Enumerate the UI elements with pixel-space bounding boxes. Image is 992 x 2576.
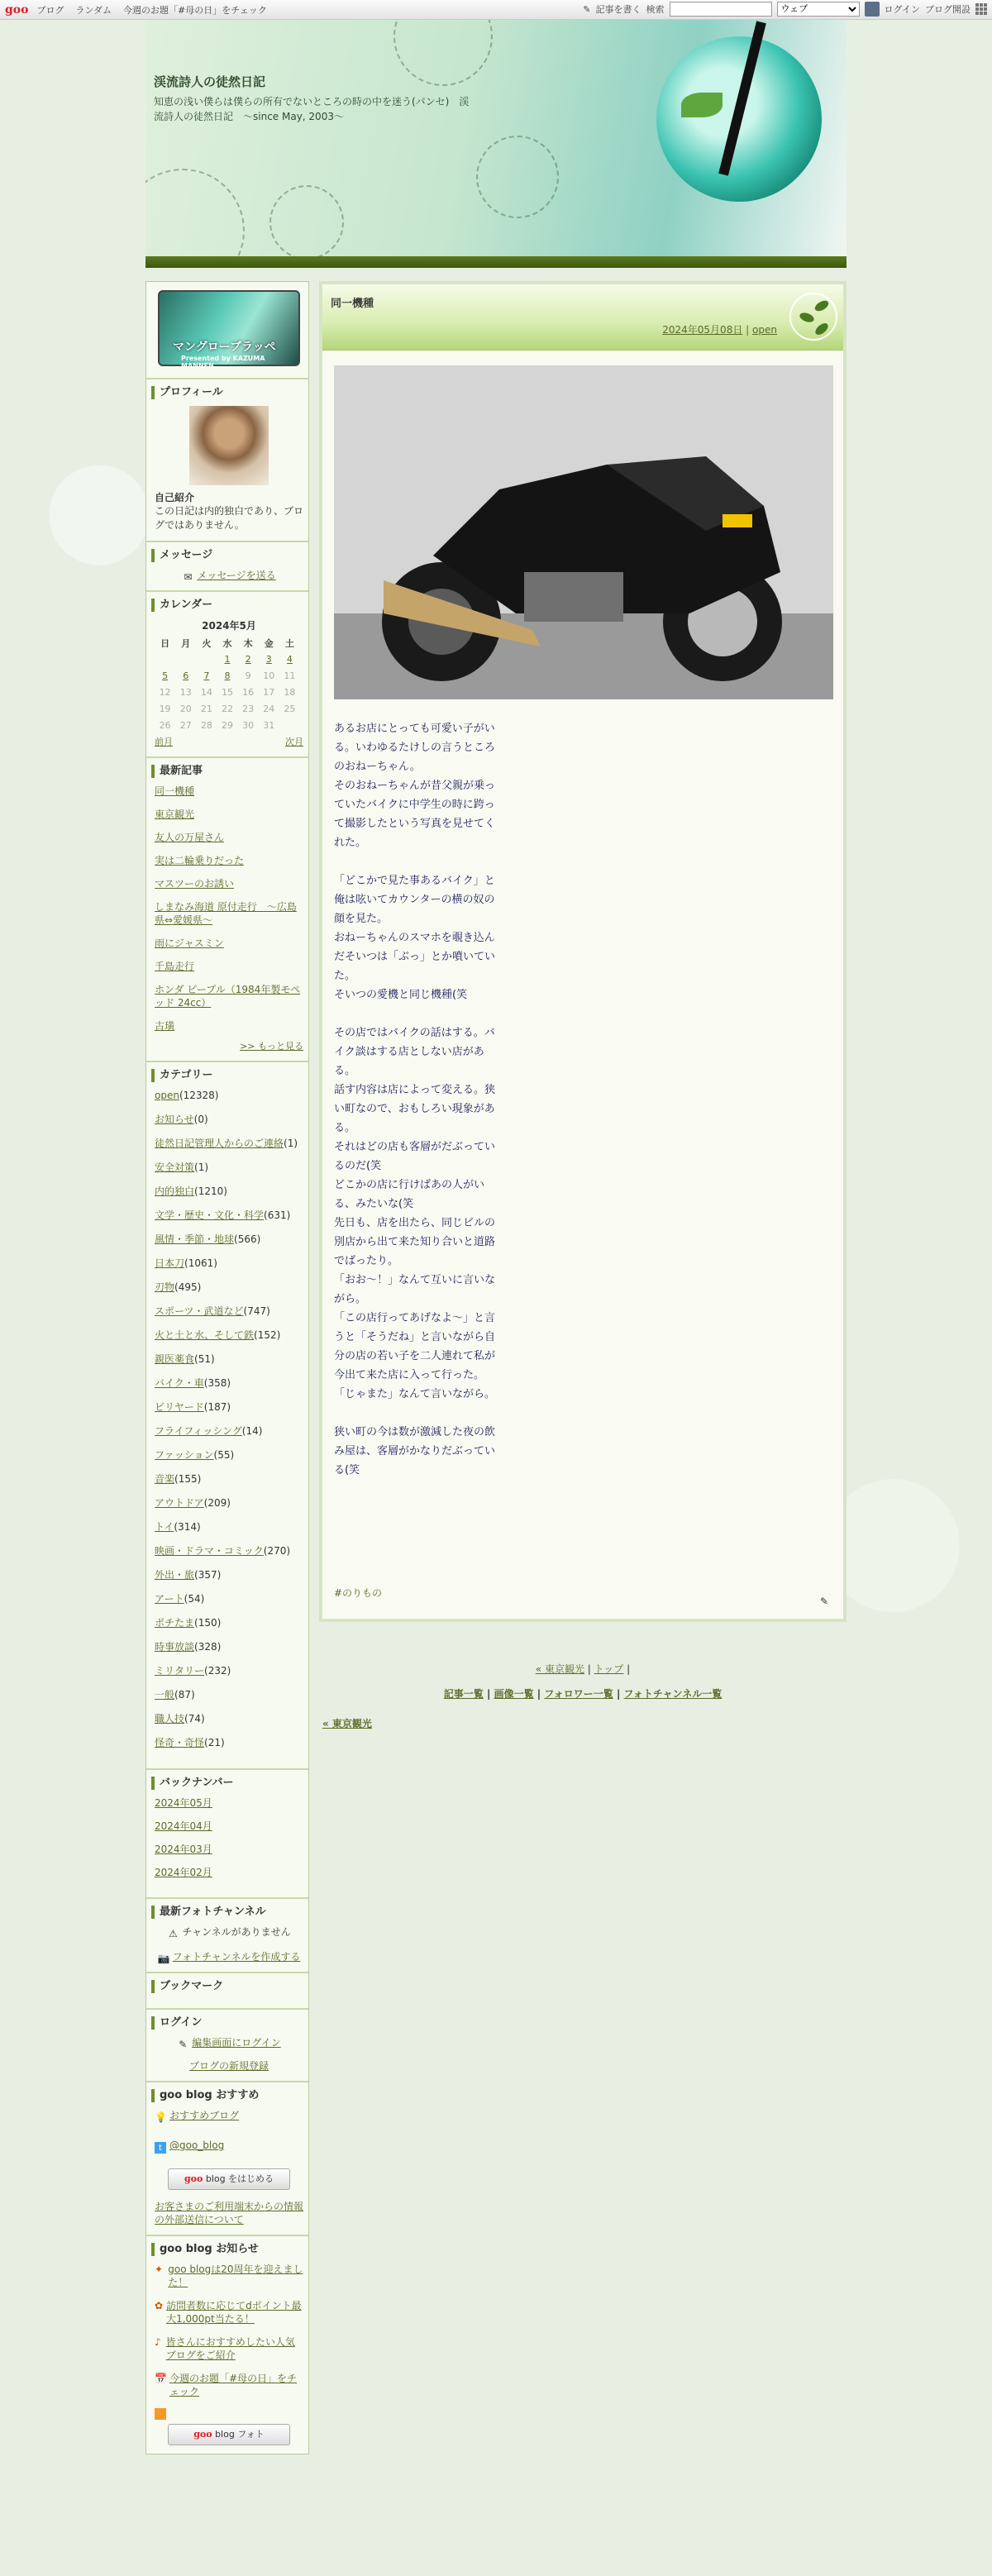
register-blog-link[interactable]: ブログの新規登録 [188,2060,269,2072]
category-item [155,1233,303,1246]
pager-separator: | [587,1663,591,1675]
write-article-link[interactable]: 記事を書く [595,4,641,15]
calendar-day [279,717,300,733]
footer-links [319,1686,847,1701]
calendar-day: 11 [284,670,296,681]
calendar-weekday: 火 [202,638,212,649]
news-list [155,2263,303,2398]
calendar-day: 16 [242,686,255,698]
backnumber-list [155,1796,303,1879]
recent-post-item [155,900,303,927]
calendar-day[interactable]: 1 [224,653,231,665]
entry-body: あるお店にとっても可愛い子がいる。いわゆるたけしの言うところのおねーちゃん。 そのおねーちゃんが昔父親が乗っていたバイクに中学生の時に跨って撮影したという写真を見せてくれた。 「どこかで見た事あるバイク」と俺は呟いてカウンターの横の奴の顔を見た。 おねーちゃんのスマホを覗き込んだそいつは「ぶっ」とか噴いていた。 そいつの愛機と同じ機種(笑 その店ではバイクの話はする。バイク談はする店としない店がある。 話す内容は店によって変える。狭い町なので、おもしろい現象がある。 それはどの店も客層がだぶっているのだ(笑 どこかの店に行けばあの人がいる、みたいな(笑 先日も、店を出たら、同じビルの別店から出て来た知り合いと道路でばったり。 「おお～！」なんて互いに言いながら。 「この店行ってあげなよ～」と言うと「そうだね」と言いながら自分の店の若い子を二人連れて私が今出て来た店に入って行った。「じゃまた」なんて言いながら。 狭い町の今は数が激減した夜の飲み屋は、客層がかなりだぶっている(笑 [334,723,496,1476]
entry-meta [662,322,777,336]
backnumber-link[interactable]: 2024年05月 [155,1797,212,1809]
category-count: (0) [193,1114,208,1125]
envelope-icon: ✉ [184,571,193,583]
category-count: (14) [241,1425,263,1437]
category-item [155,1257,303,1270]
start-blog-button[interactable]: goo blog をはじめる [168,2168,290,2190]
entry-date-link[interactable]: 2024年05月08日 [662,324,743,336]
calendar-day: 29 [221,719,233,731]
photo-channel-heading: 最新フォトチャンネル [151,1906,303,1919]
intro-label: 自己紹介 [155,492,195,503]
recent-post-link[interactable]: 古璜 [155,1020,175,1032]
all-articles-link[interactable]: 記事一覧 [443,1688,484,1700]
news-bullet-icon: ✿ [155,2300,164,2311]
category-link[interactable]: 親医薬食 [155,1353,195,1365]
photo-channel-box [146,1899,308,1973]
calendar-weekday: 土 [284,638,294,649]
calendar-day[interactable]: 5 [162,670,169,681]
calendar-heading: カレンダー [151,599,303,612]
mint-leaf-image [681,93,723,117]
warning-icon: ⚠ [168,1928,178,1939]
calendar-day [196,651,217,667]
recent-post-item [155,854,303,867]
category-count: (358) [203,1377,231,1389]
blog-entry [319,281,847,1622]
recent-posts-box [146,758,308,1062]
profile-box [146,379,308,542]
bookmark-heading: ブックマーク [151,1980,303,1993]
calendar-day: 24 [263,703,275,714]
backnumber-item [155,1796,303,1810]
calendar-day: 28 [200,719,212,731]
message-heading: メッセージ [151,549,303,562]
image-list-link[interactable]: 画像一覧 [494,1688,534,1700]
open-blog-link[interactable]: ブログ開設 [925,4,971,15]
recent-post-link[interactable]: ホンダ ピープル（1984年製モペッド 24cc） [155,984,301,1009]
category-link[interactable]: 職人技 [155,1713,185,1724]
banner-title: マングローブラッペ [173,341,276,354]
category-count: (566) [234,1233,261,1245]
backnumber-heading: バックナンバー [151,1777,303,1790]
category-count: (1061) [184,1257,217,1269]
lightbulb-icon: 💡 [155,2111,167,2123]
category-count: (54) [184,1593,205,1605]
category-count: (270) [263,1545,291,1557]
calendar-day[interactable]: 7 [203,670,210,681]
calendar-day[interactable]: 2 [245,653,251,665]
category-box [146,1062,308,1770]
profile-avatar [189,406,269,485]
recent-post-link[interactable]: マスツーのお誘い [155,878,235,890]
calendar-box [146,592,308,758]
calendar-day [175,651,196,667]
calendar-weekday: 木 [243,638,253,649]
category-count: (747) [243,1305,270,1317]
calendar-weekday: 金 [264,638,274,649]
backnumber-item [155,1843,303,1856]
pencil-icon: ✎ [179,2039,188,2050]
calendar-weekday: 水 [222,638,232,649]
search-label: 検索 [646,4,665,15]
recent-posts-list [155,785,303,1033]
recent-post-item [155,808,303,821]
backnumber-link[interactable]: 2024年02月 [155,1867,212,1878]
category-count: (55) [213,1449,235,1461]
follower-list-link[interactable]: フォロワー一覧 [544,1688,613,1700]
recent-post-link[interactable]: 同一機種 [155,785,195,797]
calendar-day: 31 [263,719,275,731]
pager [319,1662,847,1676]
recent-post-item [155,937,303,950]
prev-post-link[interactable]: « 東京観光 [535,1663,584,1675]
category-item [155,1352,303,1366]
category-item [155,1640,303,1653]
calendar-day: 13 [179,686,192,698]
recent-post-link[interactable]: 東京観光 [155,809,195,820]
category-item [155,1400,303,1414]
calendar-day: 27 [179,719,192,731]
category-count: (155) [174,1473,202,1485]
recommend-heading: goo blog おすすめ [151,2089,303,2102]
calendar-day: 10 [263,670,275,681]
category-link[interactable]: 音楽 [155,1473,175,1485]
message-box [146,542,308,592]
lace-ornament [476,136,559,218]
recent-post-link[interactable]: 千島走行 [155,961,195,972]
pencil-icon: ✎ [583,3,591,15]
blog-header [145,20,847,256]
category-item [155,1424,303,1438]
top-toolbar [0,0,992,20]
vine-ornament-icon [789,289,838,344]
category-count: (187) [203,1401,231,1413]
calendar-day: 23 [242,703,255,714]
sidebar [145,281,309,2454]
mangrove-frappe-banner[interactable] [158,290,300,370]
category-link[interactable]: 徒然日記管理人からのご連絡 [155,1138,284,1149]
recommend-box [146,2082,308,2236]
search-scope-select[interactable] [777,2,860,17]
category-count: (357) [194,1569,222,1581]
main-content [319,281,847,1729]
calendar-day: 19 [159,703,171,714]
category-item [155,1568,303,1581]
calendar-weekday: 月 [181,638,191,649]
category-item [155,1113,303,1126]
recent-post-item [155,831,303,844]
news-link[interactable]: 訪問者数に応じてdポイント最大1,000pt当たる！ [166,2300,302,2325]
banner-subtitle: Presented by KAZUMA MANNEN [181,355,265,370]
lace-ornament [145,169,245,256]
more-posts-link[interactable]: >> もっと見る [240,1041,303,1052]
calendar-day: 30 [242,719,255,731]
category-count: (328) [194,1641,222,1653]
category-link[interactable]: ポチたま [155,1617,195,1629]
category-link[interactable]: バイク・車 [155,1377,204,1389]
calendar-day: 26 [159,719,171,731]
category-item [155,1209,303,1222]
nav-blog[interactable]: ブログ [36,4,64,16]
login-box [146,2010,308,2082]
category-link[interactable]: お知らせ [155,1114,194,1125]
blog-photo-button[interactable]: goo blog フォト [168,2424,290,2445]
search-button[interactable] [865,2,880,17]
blog-description: 知恵の浅い僕らは僕らの所有でないところの時の中を迷う(パンセ) 渓流詩人の徒然日記 ～since May, 2003～ [154,96,470,122]
banner-box [146,282,308,379]
category-link[interactable]: 時事放談 [155,1641,195,1653]
calendar-day: 9 [245,670,251,681]
category-item [155,1281,303,1294]
recent-post-item [155,785,303,798]
category-count: (314) [174,1521,201,1533]
category-list [155,1089,303,1749]
backnumber-item [155,1866,303,1879]
news-item [155,2299,303,2326]
category-item [155,1472,303,1486]
category-count: (51) [194,1353,215,1365]
category-count: (232) [204,1665,231,1677]
calendar-day: 18 [284,686,296,698]
header-divider [145,256,847,268]
category-item [155,1089,303,1102]
category-count: (150) [194,1617,222,1629]
edit-pencil-icon[interactable]: ✎ [820,1596,829,1607]
calendar-next-month[interactable]: 次月 [285,737,303,747]
calendar-prev-month[interactable]: 前月 [155,737,173,747]
calendar-day: 25 [284,703,296,714]
calendar-day[interactable]: 6 [183,670,189,681]
calendar-day: 22 [221,703,233,714]
news-link[interactable]: 皆さんにおすすめしたい人気ブログをご紹介 [165,2336,295,2361]
news-link[interactable]: 今週のお題「#母の日」をチェック [169,2373,298,2397]
meta-separator: | [746,324,750,336]
news-bullet-icon: 📅 [155,2373,167,2384]
category-item [155,1185,303,1198]
category-link[interactable]: トイ [155,1521,174,1533]
category-item [155,1448,303,1462]
login-link[interactable]: ログイン [884,4,920,15]
twitter-link[interactable]: @goo_blog [169,2140,225,2151]
footer-separator: | [486,1688,491,1700]
blog-title[interactable]: 渓流詩人の徒然日記 [154,74,266,89]
calendar-day [155,651,175,667]
calendar-table [155,636,300,733]
category-item [155,1329,303,1342]
category-item [155,1616,303,1629]
entry-title[interactable]: 同一機種 [331,298,374,310]
category-link[interactable]: 日本刀 [155,1257,185,1269]
rss-icon[interactable] [155,2408,166,2420]
category-count: (631) [264,1209,291,1221]
category-item [155,1712,303,1725]
edit-login-link[interactable]: 編集画面にログイン [192,2037,281,2049]
nav-random[interactable]: ランダム [75,4,112,16]
footer-separator: | [537,1688,541,1700]
motorcycle-illustration [334,365,833,699]
calendar-month: 2024年5月 [202,620,256,632]
category-item [155,1376,303,1390]
photo-channel-list-link[interactable]: フォトチャンネル一覧 [623,1688,723,1700]
category-count: (1) [194,1162,209,1173]
nav-weekly-topic[interactable]: 今週のお題「#母の日」をチェック [123,4,267,16]
recent-post-item [155,960,303,973]
category-link[interactable]: アウトドア [155,1497,204,1509]
category-count: (1210) [194,1185,227,1197]
category-link[interactable]: ミリタリー [155,1665,205,1677]
toolbar-right [583,2,987,17]
backnumber-link[interactable]: 2024年04月 [155,1820,212,1832]
category-link[interactable]: 文学・歴史・文化・科学 [155,1209,265,1221]
calendar-weekday: 日 [160,638,170,649]
lace-ornament [393,20,493,86]
no-channel-text: チャンネルがありません [182,1926,291,1938]
category-link[interactable]: 怪奇・奇怪 [155,1737,205,1748]
entry-header [322,284,843,351]
news-heading: goo blog お知らせ [151,2243,303,2256]
create-photo-channel-link[interactable]: フォトチャンネルを作成する [172,1951,301,1963]
news-item [155,2372,303,2398]
recent-post-item [155,983,303,1009]
calendar-day: 12 [159,686,171,698]
recent-post-link[interactable]: しまなみ海道 原付走行 ～広島県⇔愛媛県～ [155,901,297,926]
category-link[interactable]: アート [155,1593,184,1605]
footer-separator: | [616,1688,621,1700]
news-bullet-icon: ♪ [155,2336,161,2348]
category-heading: カテゴリー [151,1069,303,1082]
category-item [155,1137,303,1150]
backnumber-link[interactable]: 2024年03月 [155,1844,212,1855]
recent-post-item [155,877,303,890]
category-link[interactable]: 一般 [155,1689,175,1701]
profile-heading: プロフィール [151,386,303,399]
goo-logo[interactable]: goo [5,2,29,17]
news-item [155,2335,303,2362]
category-link[interactable]: 内的独白 [155,1185,195,1197]
category-link[interactable]: 安全対策 [155,1162,195,1173]
category-count: (87) [174,1689,195,1701]
category-count: (209) [203,1497,231,1509]
recommended-blogs-link[interactable]: おすすめブログ [169,2110,240,2121]
recent-post-item [155,1019,303,1033]
category-item [155,1544,303,1558]
category-item [155,1305,303,1318]
category-count: (152) [254,1329,281,1341]
prev-entry [322,1716,372,1730]
intro-text: この日記は内的独白であり、ブログではありません。 [155,505,304,531]
category-count: (495) [174,1281,202,1293]
login-heading: ログイン [151,2016,303,2030]
send-message-link[interactable]: メッセージを送る [197,570,276,581]
category-link[interactable]: ビリヤード [155,1401,204,1413]
category-link[interactable]: スポーツ・武道など [155,1305,244,1317]
prev-entry-link[interactable]: « 東京観光 [322,1718,372,1729]
news-box [146,2236,308,2454]
recent-post-link[interactable]: 実は二輪乗りだった [155,855,245,866]
recent-post-link[interactable]: 友人の万屋さん [155,832,225,843]
calendar-day: 14 [200,686,212,698]
entry-category-link[interactable]: open [752,324,777,336]
category-link[interactable]: 刃物 [155,1281,175,1293]
news-bullet-icon: ✦ [155,2264,164,2275]
category-item [155,1664,303,1677]
lace-ornament [269,185,344,256]
twitter-icon: t [155,2142,166,2154]
category-count: (21) [204,1737,225,1748]
category-count: (1) [284,1138,298,1149]
category-item [155,1736,303,1749]
apps-grid-icon[interactable] [975,3,987,15]
top-link[interactable]: トップ [594,1663,624,1675]
calendar-day: 15 [221,686,233,698]
news-item [155,2263,303,2289]
category-link[interactable]: 風情・季節・地球 [155,1233,235,1245]
bookmark-box [146,1973,308,2010]
calendar-day: 17 [263,686,275,698]
category-link[interactable]: フライフィッシング [155,1425,242,1437]
calendar-day[interactable]: 3 [265,653,272,665]
recent-posts-heading: 最新記事 [151,765,303,778]
backnumber-item [155,1820,303,1833]
category-item [155,1688,303,1701]
category-link[interactable]: open [155,1090,179,1101]
category-count: (12328) [179,1090,219,1101]
category-item [155,1520,303,1534]
category-link[interactable]: 外出・旅 [155,1569,195,1581]
category-count: (74) [184,1713,205,1724]
pager-separator: | [627,1663,631,1675]
search-input[interactable] [670,2,772,17]
category-link[interactable]: 火と土と水、そして鉄 [155,1329,255,1341]
calendar-day[interactable]: 8 [224,670,231,681]
camera-icon: 📷 [157,1953,170,1964]
calendar-day: 21 [200,703,212,714]
category-item [155,1592,303,1605]
external-info-notice-link[interactable]: お客さまのご利用端末からの情報の外部送信について [155,2201,304,2225]
backnumber-box [146,1770,308,1899]
category-item [155,1496,303,1510]
calendar-day: 20 [179,703,192,714]
calendar-day[interactable]: 4 [286,653,293,665]
news-link[interactable]: goo blogは20周年を迎えました！ [168,2264,303,2288]
category-item [155,1161,303,1174]
category-link[interactable]: 映画・ドラマ・コミック [155,1545,264,1557]
category-link[interactable]: ファッション [155,1449,214,1461]
recent-post-link[interactable]: 雨にジャスミン [155,937,224,949]
motorcycle-photo[interactable] [334,365,833,699]
entry-tag[interactable]: #のりもの [334,1587,383,1599]
